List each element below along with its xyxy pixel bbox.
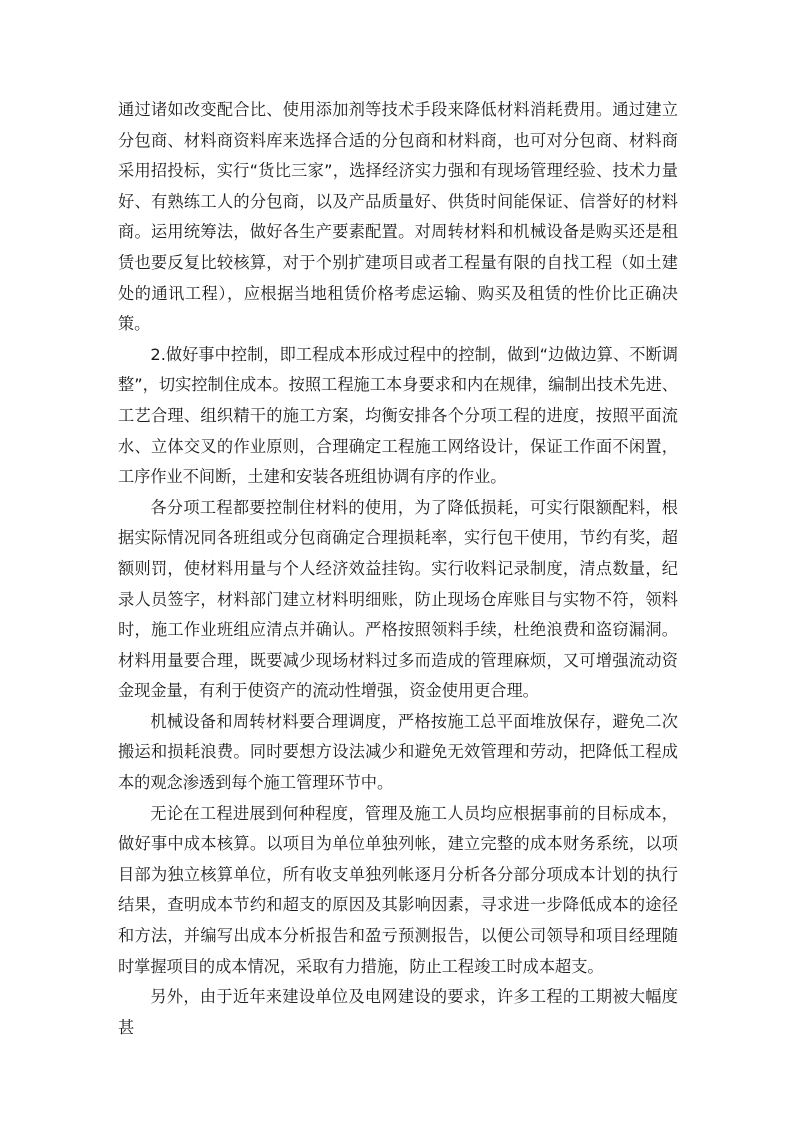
paragraph-5: 无论在工程进展到何种程度，管理及施工人员均应根据事前的目标成本，做好事中成本核算。以项目为单位单独列帐，建立完整的成本财务系统，以项目部为独立核算单位，所有收支单独列帐逐月分析各分部分项成本计划的执行结果，查明成本节约和超支的原因及其影响因素，寻求进一步降低成本的途径和方法，并编写出成本分析报告和盈亏预测报告，以便公司领导和项目经理随时掌握项目的成本情况，采取有力措施，防止工程竣工时成本超支。	[118, 803, 678, 976]
paragraph-6: 另外，由于近年来建设单位及电网建设的要求，许多工程的工期被大幅度甚	[118, 987, 678, 1037]
paragraph-4: 机械设备和周转材料要合理调度，严格按施工总平面堆放保存，避免二次搬运和损耗浪费。同时要想方设法减少和避免无效管理和劳动，把降低工程成本的观念渗透到每个施工管理环节中。	[118, 711, 678, 793]
document-body	[118, 95, 678, 1043]
paragraph-1: 通过诸如改变配合比、使用添加剂等技术手段来降低材料消耗费用。通过建立分包商、材料商资料库来选择合适的分包商和材料商，也可对分包商、材料商采用招投标，实行“货比三家”，选择经济实力强和有现场管理经验、技术力量好、有熟练工人的分包商，以及产品质量好、供货时间能保证、信誉好的材料商。运用统筹法，做好各生产要素配置。对周转材料和机械设备是购买还是租赁也要反复比较核算，对于个别扩建项目或者工程量有限的自找工程（如土建处的通讯工程），应根据当地租赁价格考虑运输、购买及租赁的性价比正确决策。	[118, 100, 678, 334]
paragraph-3: 各分项工程都要控制住材料的使用，为了降低损耗，可实行限额配料，根据实际情况同各班组或分包商确定合理损耗率，实行包干使用，节约有奖，超额则罚，使材料用量与个人经济效益挂钩。实行收料记录制度，清点数量，纪录人员签字，材料部门建立材料明细账，防止现场仓库账目与实物不符，领料时，施工作业班组应清点并确认。严格按照领料手续，杜绝浪费和盗窃漏洞。材料用量要合理，既要减少现场材料过多而造成的管理麻烦，又可增强流动资金现金量，有利于使资产的流动性增强，资金使用更合理。	[118, 497, 678, 701]
paragraph-2: 2.做好事中控制，即工程成本形成过程中的控制，做到“边做边算、不断调整”，切实控制住成本。按照工程施工本身要求和内在规律，编制出技术先进、工艺合理、组织精干的施工方案，均衡安排各个分项工程的进度，按照平面流水、立体交叉的作业原则，合理确定工程施工网络设计，保证工作面不闲置，工序作业不间断，土建和安装各班组协调有序的作业。	[118, 344, 678, 487]
